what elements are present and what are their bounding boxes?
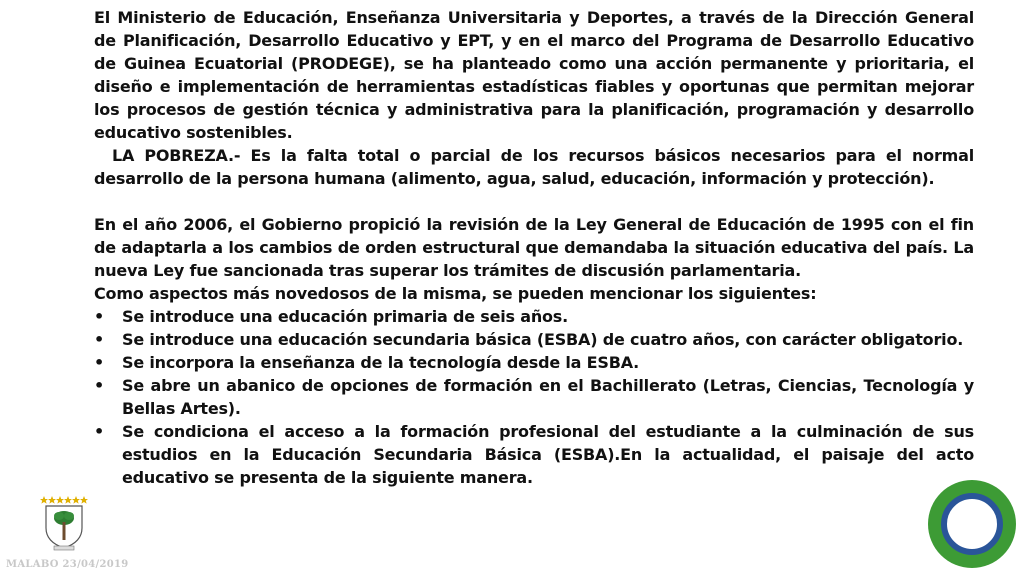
list-item-text: Se condiciona el acceso a la formación profesional del estudiante a la culminación de sus estudios en la Educación Secundaria Básica (ESBA).En la actualidad, el paisaje del acto educativo se presenta de la siguiente manera.: [122, 422, 974, 487]
list-item-text: Se introduce una educación secundaria básica (ESBA) de cuatro años, con carácter obligatorio.: [122, 330, 964, 349]
intro-paragraph: El Ministerio de Educación, Enseñanza Universitaria y Deportes, a través de la Dirección General de Planificación, Desarrollo Educativo y EPT, y en el marco del Programa de Desarrollo Educativo de Guinea Ecuatorial (PRODEGE), se ha planteado como una acción permanente y prioritaria, el diseño e implementación de herramientas estadísticas fiables y oportunas que permitan mejorar los procesos de gestión técnica y administrativa para la planificación, programación y desarrollo educativo sostenibles.: [94, 8, 974, 142]
bullet-marker: •: [94, 330, 105, 349]
bullet-marker: •: [94, 353, 105, 372]
document-body: [94, 6, 974, 489]
law-paragraph: En el año 2006, el Gobierno propició la revisión de la Ley General de Educación de 1995 con el fin de adaptarla a los cambios de orden estructural que demandaba la situación educativa del país. La nueva Ley fue sancionada tras superar los trámites de discusión parlamentaria.: [94, 215, 974, 280]
list-item: [94, 420, 974, 489]
emblem-stars: [40, 496, 88, 504]
coat-of-arms-icon: [40, 494, 88, 552]
list-item: [94, 374, 974, 420]
paragraph-spacer: [94, 190, 974, 213]
bullet-marker: •: [94, 422, 105, 441]
bullet-marker: •: [94, 307, 105, 326]
list-item: [94, 351, 974, 374]
aspects-intro-paragraph: Como aspectos más novedosos de la misma, se pueden mencionar los siguientes:: [94, 284, 817, 303]
ring-decoration-icon: [924, 474, 1020, 574]
list-item: [94, 328, 974, 351]
list-item-text: Se incorpora la enseñanza de la tecnología desde la ESBA.: [122, 353, 640, 372]
footer-location-date: MALABO 23/04/2019: [6, 559, 129, 570]
list-item-text: Se introduce una educación primaria de seis años.: [122, 307, 568, 326]
bullet-marker: •: [94, 376, 105, 395]
aspects-list: [94, 305, 974, 489]
poverty-definition-paragraph: LA POBREZA.- Es la falta total o parcial de los recursos básicos necesarios para el normal desarrollo de la persona humana (alimento, agua, salud, educación, información y protección).: [94, 146, 974, 188]
list-item: [94, 305, 974, 328]
list-item-text: Se abre un abanico de opciones de formación en el Bachillerato (Letras, Ciencias, Tecnología y Bellas Artes).: [122, 376, 974, 418]
